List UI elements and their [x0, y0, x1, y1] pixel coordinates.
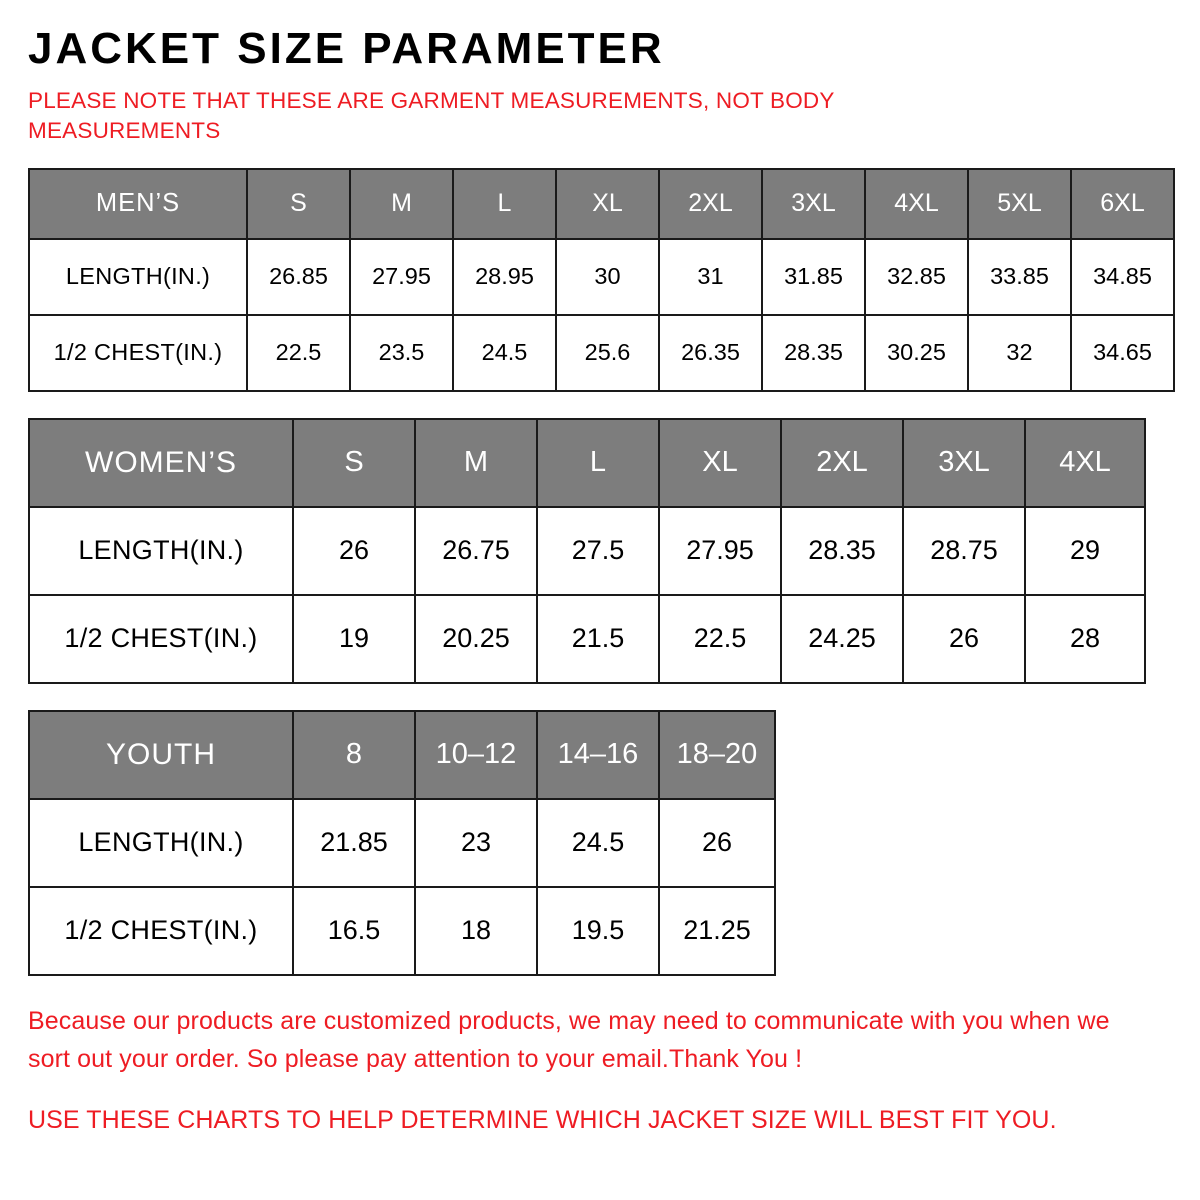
- column-header: L: [453, 169, 556, 239]
- column-header: 6XL: [1071, 169, 1174, 239]
- row-label: LENGTH(IN.): [29, 507, 293, 595]
- table-cell: 28.75: [903, 507, 1025, 595]
- youth-size-table: [28, 710, 776, 976]
- column-header: XL: [659, 419, 781, 507]
- column-header: 3XL: [903, 419, 1025, 507]
- column-header: 10–12: [415, 711, 537, 799]
- table-cell: 34.65: [1071, 315, 1174, 391]
- table-cell: 28: [1025, 595, 1145, 683]
- table-cell: 27.5: [537, 507, 659, 595]
- table-cell: 18: [415, 887, 537, 975]
- column-header: YOUTH: [29, 711, 293, 799]
- column-header: 4XL: [1025, 419, 1145, 507]
- column-header: L: [537, 419, 659, 507]
- table-cell: 16.5: [293, 887, 415, 975]
- table-header-row: [29, 419, 1145, 507]
- column-header: M: [350, 169, 453, 239]
- table-cell: 28.35: [762, 315, 865, 391]
- column-header: MEN’S: [29, 169, 247, 239]
- column-header: XL: [556, 169, 659, 239]
- footer-notes: [28, 1002, 1158, 1140]
- table-row: [29, 315, 1174, 391]
- column-header: 18–20: [659, 711, 775, 799]
- column-header: 3XL: [762, 169, 865, 239]
- table-cell: 26.85: [247, 239, 350, 315]
- page-title: JACKET SIZE PARAMETER: [28, 24, 665, 73]
- table-row: [29, 239, 1174, 315]
- footer-note-use-charts: USE THESE CHARTS TO HELP DETERMINE WHICH JACKET SIZE WILL BEST FIT YOU.: [28, 1106, 1057, 1135]
- womens-size-table: [28, 418, 1146, 684]
- column-header: WOMEN’S: [29, 419, 293, 507]
- table-cell: 31.85: [762, 239, 865, 315]
- table-cell: 25.6: [556, 315, 659, 391]
- table-cell: 21.25: [659, 887, 775, 975]
- column-header: 2XL: [781, 419, 903, 507]
- garment-measurement-note: PLEASE NOTE THAT THESE ARE GARMENT MEASUREMENTS, NOT BODY MEASUREMENTS: [28, 88, 835, 143]
- table-row: [29, 507, 1145, 595]
- table-cell: 20.25: [415, 595, 537, 683]
- mens-size-table: [28, 168, 1175, 392]
- table-cell: 26: [659, 799, 775, 887]
- table-cell: 33.85: [968, 239, 1071, 315]
- table-cell: 31: [659, 239, 762, 315]
- table-header-row: [29, 169, 1174, 239]
- row-label: 1/2 CHEST(IN.): [29, 887, 293, 975]
- table-cell: 22.5: [659, 595, 781, 683]
- table-cell: 26: [903, 595, 1025, 683]
- table-cell: 21.85: [293, 799, 415, 887]
- column-header: S: [247, 169, 350, 239]
- table-cell: 30.25: [865, 315, 968, 391]
- table-cell: 27.95: [350, 239, 453, 315]
- table-header-row: [29, 711, 775, 799]
- table-cell: 32.85: [865, 239, 968, 315]
- column-header: 5XL: [968, 169, 1071, 239]
- table-cell: 32: [968, 315, 1071, 391]
- table-cell: 24.5: [453, 315, 556, 391]
- table-cell: 28.35: [781, 507, 903, 595]
- table-cell: 21.5: [537, 595, 659, 683]
- table-cell: 19.5: [537, 887, 659, 975]
- column-header: 8: [293, 711, 415, 799]
- table-cell: 26.75: [415, 507, 537, 595]
- table-cell: 24.5: [537, 799, 659, 887]
- table-cell: 34.85: [1071, 239, 1174, 315]
- column-header: 14–16: [537, 711, 659, 799]
- table-cell: 27.95: [659, 507, 781, 595]
- column-header: 2XL: [659, 169, 762, 239]
- table-cell: 30: [556, 239, 659, 315]
- table-cell: 24.25: [781, 595, 903, 683]
- column-header: S: [293, 419, 415, 507]
- table-cell: 28.95: [453, 239, 556, 315]
- table-cell: 23.5: [350, 315, 453, 391]
- table-cell: 22.5: [247, 315, 350, 391]
- footer-note-customized: Because our products are customized products, we may need to communicate with you when we sort out your order. So please pay attention to your email.Thank You !: [28, 1006, 1110, 1074]
- table-cell: 26.35: [659, 315, 762, 391]
- table-cell: 23: [415, 799, 537, 887]
- table-cell: 26: [293, 507, 415, 595]
- row-label: 1/2 CHEST(IN.): [29, 315, 247, 391]
- table-row: [29, 799, 775, 887]
- column-header: 4XL: [865, 169, 968, 239]
- table-row: [29, 595, 1145, 683]
- row-label: LENGTH(IN.): [29, 799, 293, 887]
- table-cell: 29: [1025, 507, 1145, 595]
- row-label: LENGTH(IN.): [29, 239, 247, 315]
- table-cell: 19: [293, 595, 415, 683]
- row-label: 1/2 CHEST(IN.): [29, 595, 293, 683]
- column-header: M: [415, 419, 537, 507]
- table-row: [29, 887, 775, 975]
